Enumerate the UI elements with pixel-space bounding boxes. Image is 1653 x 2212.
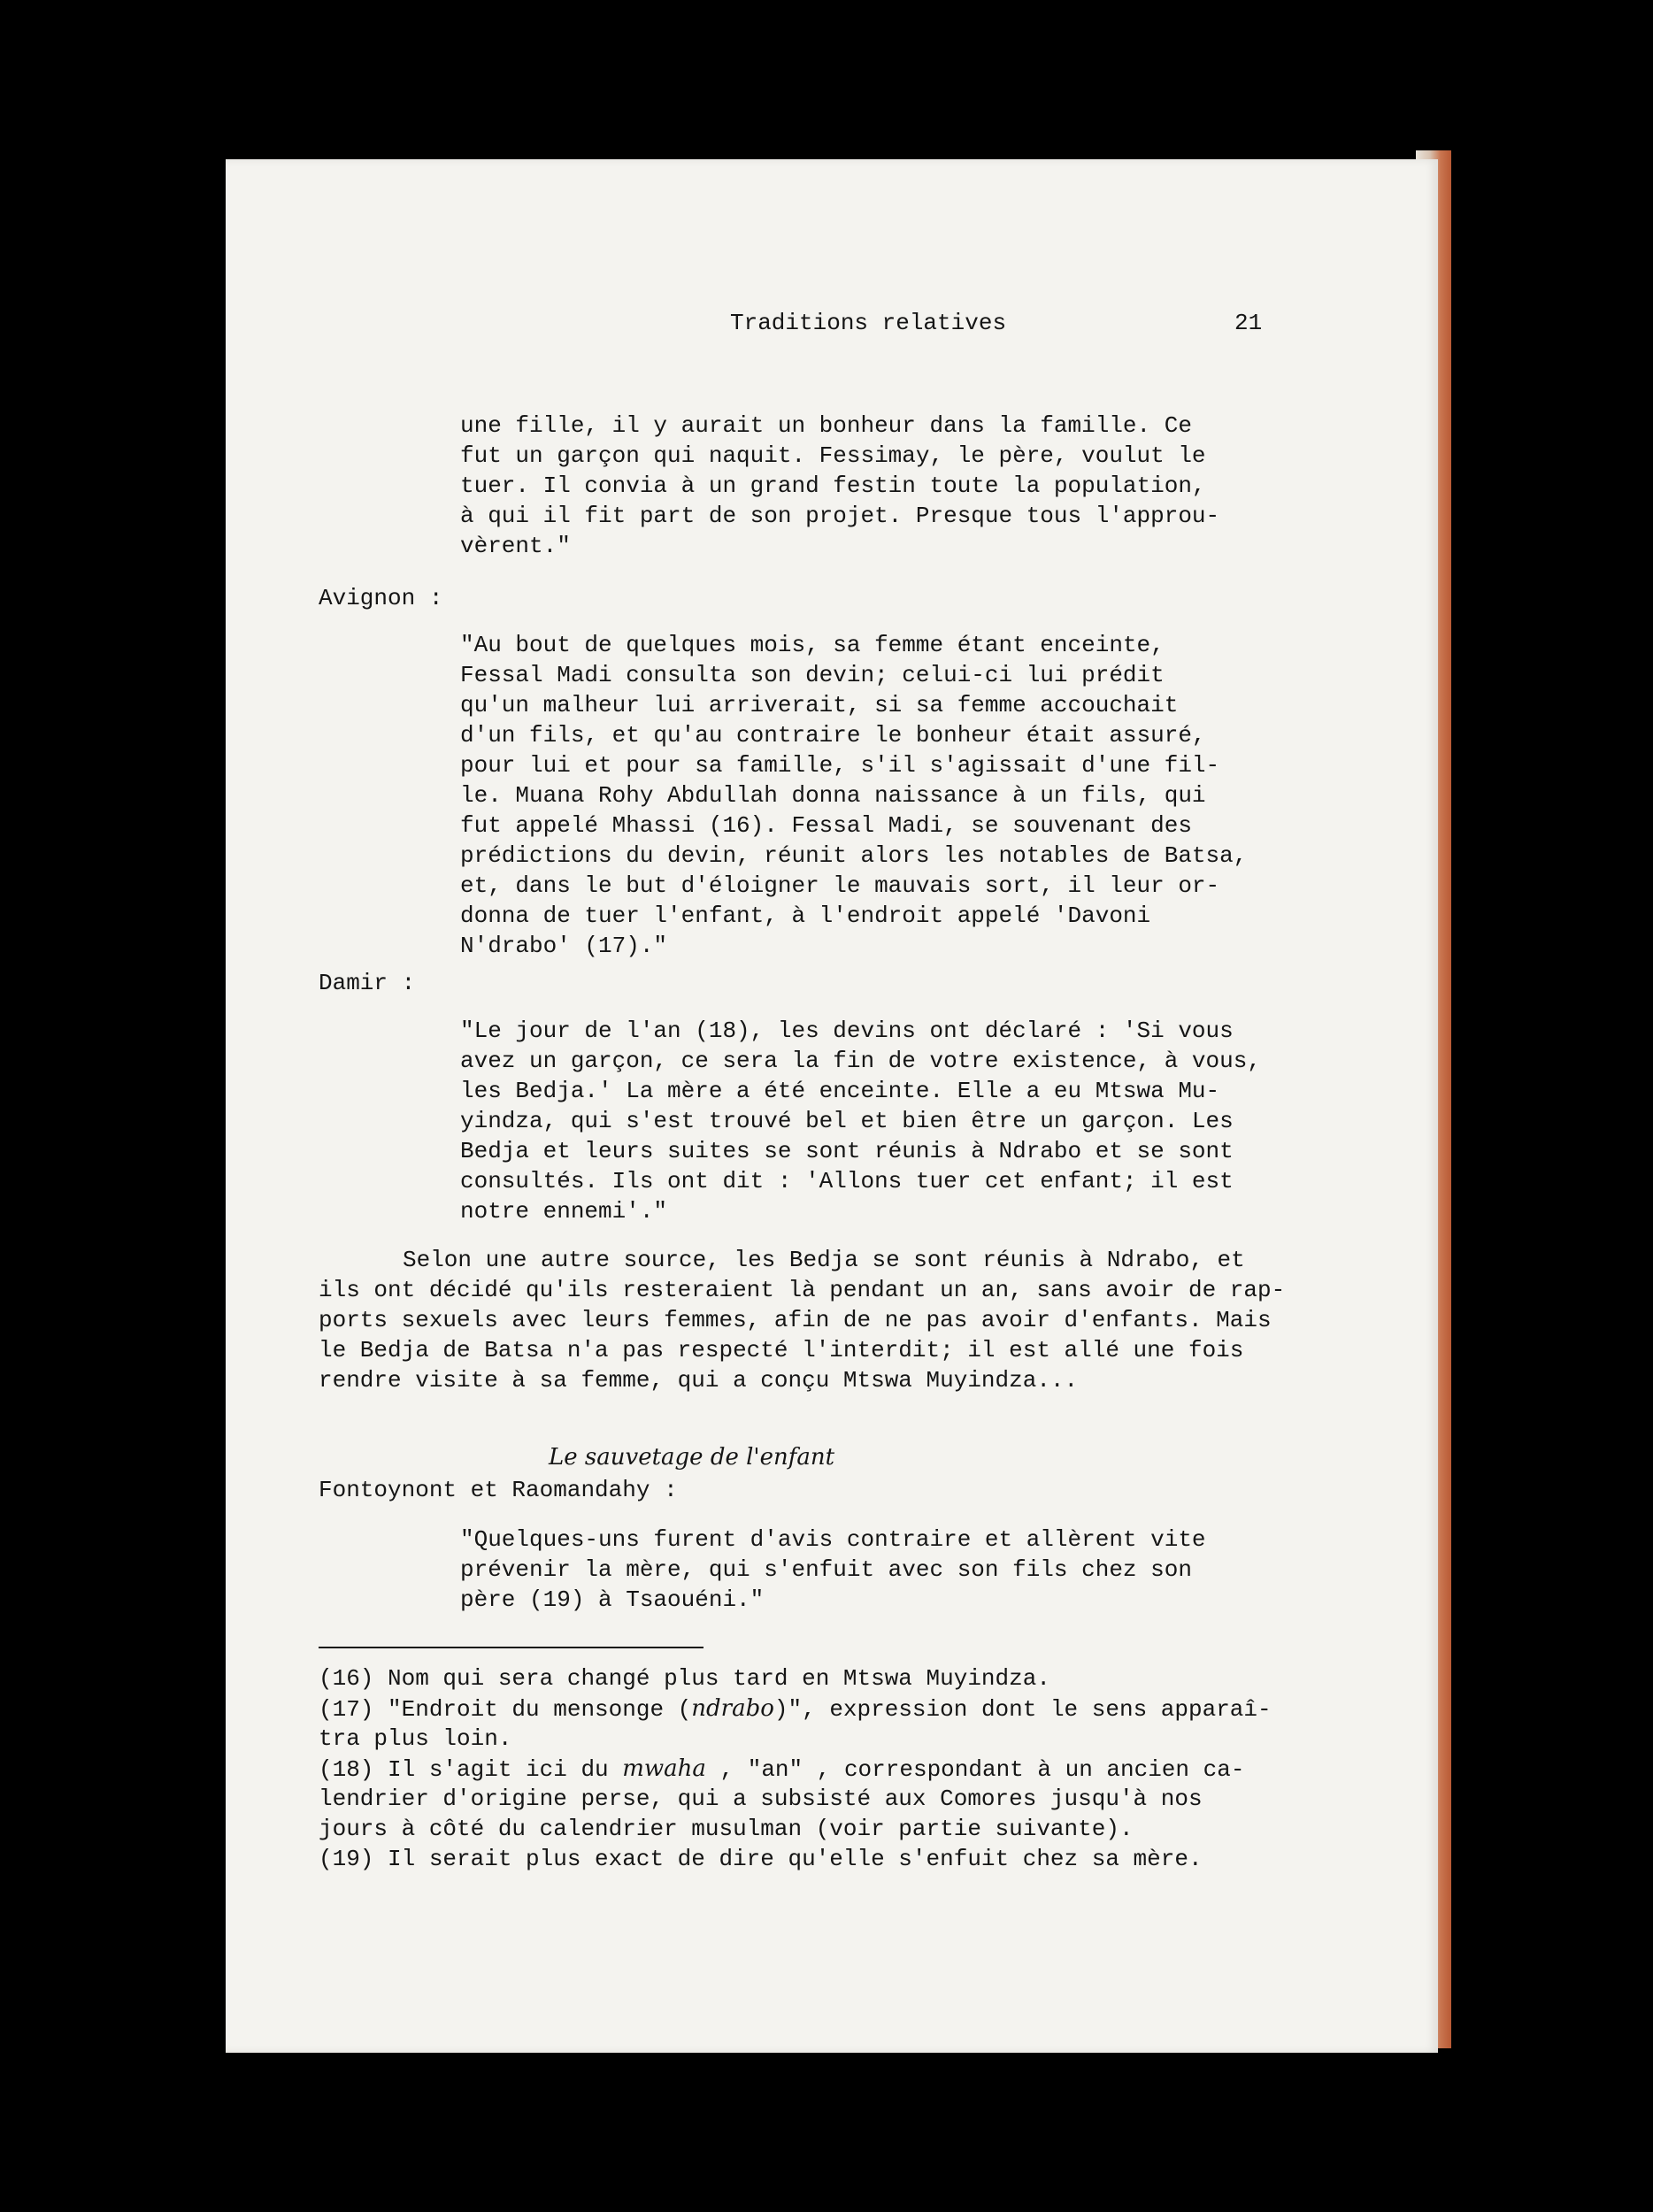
text-line: ports sexuels avec leurs femmes, afin de ne pas avoir d'enfants. Mais [319, 1307, 1272, 1333]
text-line: tuer. Il convia à un grand festin toute la population, [460, 472, 1206, 499]
text-line: à qui il fit part de son projet. Presque tous l'approu- [460, 503, 1220, 529]
text-line: d'un fils, et qu'au contraire le bonheur était assuré, [460, 722, 1206, 749]
text-line: une fille, il y aurait un bonheur dans la famille. Ce [460, 412, 1192, 439]
speaker-label-fontoynont: Fontoynont et Raomandahy : [319, 1477, 678, 1503]
footnote-18-text-b: , "an" , correspondant à un ancien ca- [705, 1756, 1245, 1783]
footnote-19: (19) Il serait plus exact de dire qu'elle s'enfuit chez sa mère. [319, 1846, 1203, 1872]
text-line: yindza, qui s'est trouvé bel et bien être un garçon. Les [460, 1108, 1234, 1134]
speaker-label-damir: Damir : [319, 970, 416, 996]
text-line: rendre visite à sa femme, qui a conçu Mtswa Muyindza... [319, 1367, 1079, 1394]
text-line: avez un garçon, ce sera la fin de votre existence, à vous, [460, 1048, 1261, 1074]
footnote-17-text-b: )", expression dont le sens apparaî- [773, 1696, 1272, 1723]
footnote-17 [319, 1694, 1272, 1724]
section-heading: Le sauvetage de l'enfant [549, 1444, 835, 1471]
footnote-18-continuation: lendrier d'origine perse, qui a subsisté aux Comores jusqu'à nos [319, 1786, 1203, 1812]
text-line: prévenir la mère, qui s'enfuit avec son fils chez son [460, 1556, 1192, 1583]
text-line: et, dans le but d'éloigner le mauvais sort, il leur or- [460, 872, 1220, 899]
text-line: pour lui et pour sa famille, s'il s'agissait d'une fil- [460, 752, 1220, 779]
text-line: vèrent." [460, 533, 571, 559]
text-line: "Au bout de quelques mois, sa femme étant enceinte, [460, 632, 1165, 658]
text-line: N'drabo' (17)." [460, 933, 668, 959]
text-line: le Bedja de Batsa n'a pas respecté l'interdit; il est allé une fois [319, 1337, 1244, 1363]
text-line: les Bedja.' La mère a été enceinte. Elle a eu Mtswa Mu- [460, 1078, 1220, 1104]
footnote-18-continuation: jours à côté du calendrier musulman (voir partie suivante). [319, 1816, 1134, 1842]
footnote-17-italic-term: ndrabo [691, 1695, 774, 1722]
text-line: le. Muana Rohy Abdullah donna naissance à un fils, qui [460, 782, 1206, 809]
running-header-title: Traditions relatives [730, 310, 1007, 336]
footnote-16: (16) Nom qui sera changé plus tard en Mtswa Muyindza. [319, 1665, 1050, 1692]
footnote-18 [319, 1754, 1244, 1785]
text-line: Fessal Madi consulta son devin; celui-ci lui prédit [460, 662, 1165, 688]
text-line: qu'un malheur lui arriverait, si sa femme accouchait [460, 692, 1179, 718]
text-line: "Quelques-uns furent d'avis contraire et allèrent vite [460, 1526, 1206, 1553]
text-line: père (19) à Tsaouéni." [460, 1586, 765, 1613]
text-line: fut appelé Mhassi (16). Fessal Madi, se souvenant des [460, 812, 1192, 839]
text-line: Selon une autre source, les Bedja se sont réunis à Ndrabo, et [403, 1247, 1245, 1273]
footnote-17-text-a: (17) "Endroit du mensonge ( [319, 1696, 692, 1723]
page-number: 21 [1234, 310, 1263, 336]
text-line: prédictions du devin, réunit alors les notables de Batsa, [460, 842, 1248, 869]
text-line: "Le jour de l'an (18), les devins ont déclaré : 'Si vous [460, 1018, 1234, 1044]
text-line: donna de tuer l'enfant, à l'endroit appelé 'Davoni [460, 902, 1151, 929]
footnote-18-text-a: (18) Il s'agit ici du [319, 1756, 623, 1783]
footnote-18-italic-term: mwaha [622, 1755, 706, 1782]
text-line: Bedja et leurs suites se sont réunis à Ndrabo et se sont [460, 1138, 1234, 1164]
text-line: fut un garçon qui naquit. Fessimay, le père, voulut le [460, 442, 1206, 469]
text-line: ils ont décidé qu'ils resteraient là pendant un an, sans avoir de rap- [319, 1277, 1286, 1303]
footnote-17-continuation: tra plus loin. [319, 1725, 512, 1752]
speaker-label-avignon: Avignon : [319, 585, 443, 611]
footnote-separator [319, 1647, 703, 1648]
text-line: consultés. Ils ont dit : 'Allons tuer cet enfant; il est [460, 1168, 1234, 1194]
text-line: notre ennemi'." [460, 1198, 668, 1225]
